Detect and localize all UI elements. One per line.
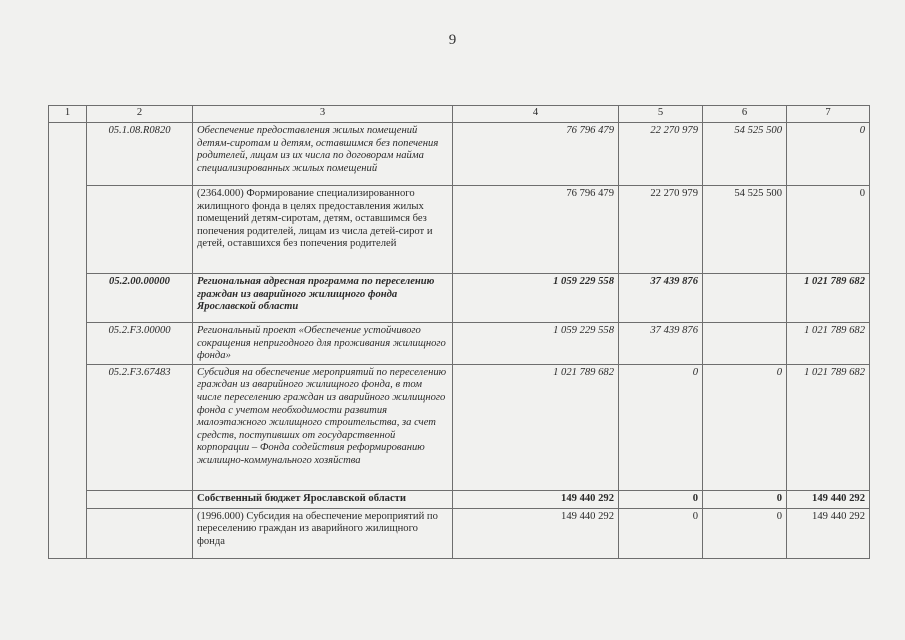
table-row: [49, 186, 870, 274]
code-cell: 05.2.F3.00000: [87, 323, 193, 365]
budget-table: [48, 105, 870, 559]
amount-total-cell: 76 796 479: [453, 186, 619, 274]
table-row: [49, 490, 870, 508]
name-cell: Субсидия на обеспечение мероприятий по переселению граждан из аварийного жилищного фонда, в том числе переселению граждан из аварийного жилищного фонда с учетом необходимости развития малоэтажного жилищного строительства, за счет средств, поступивших от государственной корпорации – Фонда содействия реформированию жилищно-коммунального хозяйства: [193, 364, 453, 490]
code-cell: 05.1.08.R0820: [87, 123, 193, 186]
header-cell: 7: [787, 106, 870, 123]
table-row: [49, 123, 870, 186]
amount-total-cell: 1 021 789 682: [453, 364, 619, 490]
amount-col6-cell: 54 525 500: [703, 123, 787, 186]
amount-total-cell: 1 059 229 558: [453, 274, 619, 323]
header-cell: 6: [703, 106, 787, 123]
amount-col5-cell: 0: [619, 364, 703, 490]
header-row: [49, 106, 870, 123]
amount-total-cell: 76 796 479: [453, 123, 619, 186]
amount-col7-cell: 149 440 292: [787, 490, 870, 508]
amount-col5-cell: 22 270 979: [619, 123, 703, 186]
amount-col5-cell: 37 439 876: [619, 323, 703, 365]
name-cell: Региональный проект «Обеспечение устойчивого сокращения непригодного для проживания жилищного фонда»: [193, 323, 453, 365]
table-row: [49, 323, 870, 365]
header-cell: 5: [619, 106, 703, 123]
page-number: 9: [448, 32, 457, 48]
code-cell: [87, 508, 193, 558]
amount-col5-cell: 0: [619, 490, 703, 508]
amount-col6-cell: 54 525 500: [703, 186, 787, 274]
header-cell: 3: [193, 106, 453, 123]
amount-total-cell: 1 059 229 558: [453, 323, 619, 365]
amount-col6-cell: [703, 323, 787, 365]
amount-total-cell: 149 440 292: [453, 490, 619, 508]
amount-col7-cell: 0: [787, 123, 870, 186]
table-row: [49, 364, 870, 490]
amount-col7-cell: 1 021 789 682: [787, 364, 870, 490]
amount-col5-cell: 22 270 979: [619, 186, 703, 274]
code-cell: [87, 186, 193, 274]
name-cell: Обеспечение предоставления жилых помещений детям-сиротам и детям, оставшимся без попечения родителей, лицам из их числа по договорам найма специализированных жилых помещений: [193, 123, 453, 186]
code-cell: 05.2.00.00000: [87, 274, 193, 323]
amount-col6-cell: 0: [703, 364, 787, 490]
header-cell: 2: [87, 106, 193, 123]
name-cell: Региональная адресная программа по переселению граждан из аварийного жилищного фонда Ярославской области: [193, 274, 453, 323]
amount-col5-cell: 0: [619, 508, 703, 558]
table-row: [49, 274, 870, 323]
name-cell: (2364.000) Формирование специализированного жилищного фонда в целях предоставления жилых помещений детям-сиротам, детям, оставшимся без попечения родителей, лицам из числа детей-сирот и детей, оставшихся без попечения родителей: [193, 186, 453, 274]
header-cell: 1: [49, 106, 87, 123]
amount-col6-cell: 0: [703, 508, 787, 558]
amount-col7-cell: 1 021 789 682: [787, 323, 870, 365]
name-cell: (1996.000) Субсидия на обеспечение мероприятий по переселению граждан из аварийного жилищного фонда: [193, 508, 453, 558]
amount-col7-cell: 1 021 789 682: [787, 274, 870, 323]
column-1-cell: [49, 123, 87, 559]
amount-total-cell: 149 440 292: [453, 508, 619, 558]
table-row: [49, 508, 870, 558]
amount-col5-cell: 37 439 876: [619, 274, 703, 323]
code-cell: [87, 490, 193, 508]
header-cell: 4: [453, 106, 619, 123]
name-cell: Собственный бюджет Ярославской области: [193, 490, 453, 508]
code-cell: 05.2.F3.67483: [87, 364, 193, 490]
amount-col6-cell: 0: [703, 490, 787, 508]
amount-col7-cell: 149 440 292: [787, 508, 870, 558]
amount-col6-cell: [703, 274, 787, 323]
amount-col7-cell: 0: [787, 186, 870, 274]
